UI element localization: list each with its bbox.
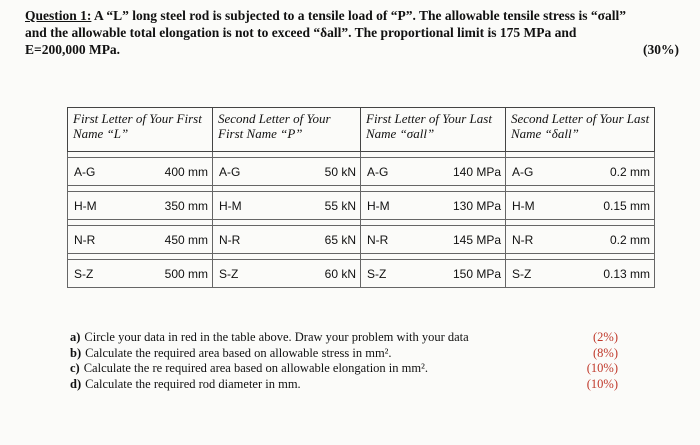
task-marker: c) [70, 361, 80, 375]
table-cell [68, 226, 213, 254]
table-cell [213, 226, 361, 254]
task-weight: (2%) [593, 330, 618, 344]
value: 0.2 mm [609, 164, 650, 179]
table-row [68, 226, 655, 254]
task-weight: (8%) [593, 345, 618, 360]
task-list [70, 330, 618, 392]
value: 140 MPa [452, 164, 501, 179]
task-text: Circle your data in red in the table above. Draw your problem with your data [84, 330, 469, 344]
question-header [25, 7, 679, 58]
modulus-text: E=200,000 MPa. [25, 42, 121, 57]
cell-content [219, 199, 356, 213]
task-text: Calculate the re required area based on allowable elongation in mm². [83, 361, 428, 375]
cell-content [367, 267, 501, 281]
task-body [70, 346, 392, 362]
table-row [68, 192, 655, 220]
cell-content [219, 165, 356, 179]
cell-content [219, 267, 356, 281]
question-line-2: and the allowable total elongation is not to exceed “δall”. The proportional limit is 175 MPa and [25, 25, 577, 40]
question-weight: (30%) [643, 42, 679, 57]
cell-content [219, 233, 356, 247]
task-item [70, 361, 618, 377]
value: 60 kN [324, 266, 356, 281]
value: 130 MPa [452, 198, 501, 213]
question-text-1: A “L” long steel rod is subjected to a tensile load of “P”. The allowable tensile stress is “σall” [91, 8, 626, 23]
letter-range: H-M [367, 198, 390, 213]
value: 150 MPa [452, 266, 501, 281]
letter-range: N-R [367, 232, 389, 247]
cell-content [512, 165, 650, 179]
cell-content [512, 233, 650, 247]
value: 0.2 mm [609, 232, 650, 247]
table-cell [68, 192, 213, 220]
letter-range: N-R [74, 232, 96, 247]
letter-range: A-G [512, 164, 534, 179]
table-cell [506, 226, 655, 254]
letter-range: H-M [219, 198, 242, 213]
letter-range: H-M [74, 198, 97, 213]
question-label: Question 1: [25, 8, 92, 23]
letter-range: A-G [367, 164, 389, 179]
table-cell [506, 260, 655, 288]
header-allowable-elongation: Second Letter of Your Last Name “δall” [506, 108, 655, 152]
table-cell [68, 260, 213, 288]
task-item [70, 377, 618, 393]
cell-content [512, 267, 650, 281]
table-body [68, 152, 655, 288]
letter-range: N-R [219, 232, 241, 247]
table-cell [361, 158, 506, 186]
value: 0.13 mm [603, 266, 650, 281]
task-marker: b) [70, 345, 82, 360]
value: 400 mm [164, 164, 208, 179]
letter-range: S-Z [512, 266, 532, 281]
table-cell [68, 158, 213, 186]
cell-content [367, 165, 501, 179]
value: 145 MPa [452, 232, 501, 247]
table-cell [506, 192, 655, 220]
header-length: First Letter of Your First Name “L” [68, 108, 213, 152]
cell-content [367, 233, 501, 247]
data-table [67, 107, 655, 288]
letter-range: H-M [512, 198, 535, 213]
value: 65 kN [324, 232, 356, 247]
value: 500 mm [164, 266, 208, 281]
task-text: Calculate the required rod diameter in mm. [85, 376, 301, 391]
cell-content [74, 267, 208, 281]
value: 50 kN [324, 164, 356, 179]
table-cell [506, 158, 655, 186]
header-allowable-stress: First Letter of Your Last Name “σall” [361, 108, 506, 152]
letter-range: S-Z [74, 266, 94, 281]
table-cell [213, 158, 361, 186]
question-line-1 [25, 7, 679, 24]
cell-content [74, 233, 208, 247]
value: 450 mm [164, 232, 208, 247]
task-body [70, 361, 428, 377]
table-row [68, 158, 655, 186]
table-cell [361, 260, 506, 288]
value: 0.15 mm [603, 198, 650, 213]
letter-range: S-Z [367, 266, 387, 281]
value: 55 kN [324, 198, 356, 213]
letter-range: A-G [74, 164, 96, 179]
value: 350 mm [164, 198, 208, 213]
letter-range: A-G [219, 164, 241, 179]
table-cell [361, 226, 506, 254]
task-body [70, 330, 469, 346]
task-text: Calculate the required area based on allowable stress in mm². [85, 345, 392, 360]
cell-content [74, 165, 208, 179]
task-marker: a) [70, 330, 81, 344]
header-load: Second Letter of Your First Name “P” [213, 108, 361, 152]
table-cell [213, 260, 361, 288]
table-row [68, 260, 655, 288]
task-weight: (10%) [586, 361, 618, 375]
letter-range: S-Z [219, 266, 239, 281]
task-marker: d) [70, 376, 82, 391]
cell-content [74, 199, 208, 213]
cell-content [367, 199, 501, 213]
task-body [70, 377, 301, 393]
task-weight: (10%) [586, 376, 618, 391]
task-item [70, 330, 618, 346]
letter-range: N-R [512, 232, 534, 247]
task-item [70, 346, 618, 362]
question-line-3 [25, 41, 679, 58]
cell-content [512, 199, 650, 213]
table-cell [213, 192, 361, 220]
table-header-row [68, 108, 655, 152]
table-cell [361, 192, 506, 220]
